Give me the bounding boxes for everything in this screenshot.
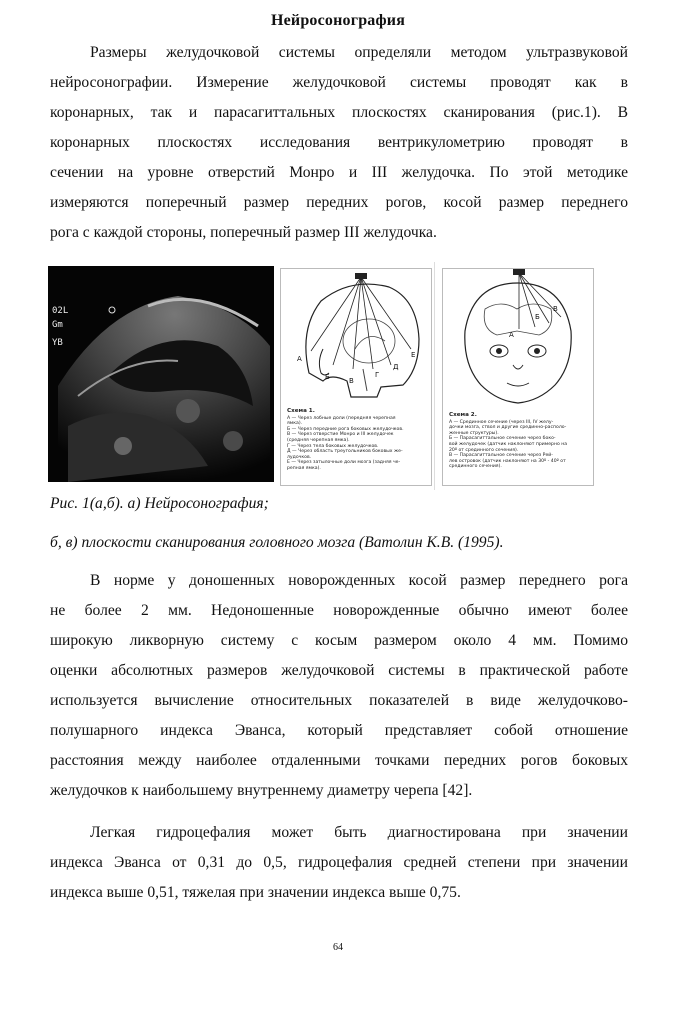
legend-title: Схема 1. bbox=[287, 408, 315, 414]
legend-row: А — Срединное сечение (через III, IV желу- bbox=[449, 419, 554, 425]
schema-letter: Б bbox=[535, 313, 540, 321]
text-line: Легкая гидроцефалия может быть диагностирована при значении bbox=[90, 824, 628, 841]
legend-row: дочки мозга, ствол и другие срединно-располо- bbox=[449, 425, 567, 431]
text-line: индекса выше 0,51, тяжелая при значении индекса выше 0,75. bbox=[50, 884, 461, 901]
legend-row: репная ямка). bbox=[287, 465, 321, 471]
legend-row: Г — Через тела боковых желудочков. bbox=[287, 443, 379, 449]
text-line: нейросонографии. Измерение желудочковой системы проводят как в bbox=[50, 74, 628, 91]
schema-1-panel bbox=[280, 268, 432, 486]
text-line: широкую ликворную систему с косым размером около 4 мм. Помимо bbox=[50, 632, 628, 649]
ultrasound-label: Gm bbox=[52, 320, 63, 330]
legend-row: срединного сечения). bbox=[449, 464, 502, 470]
text-line: расстояния между наиболее отдаленными точками передних рогов боковых bbox=[50, 752, 628, 769]
legend-row: лудочков. bbox=[287, 454, 312, 460]
schema-2-panel bbox=[442, 268, 594, 486]
legend-row: В — Через отверстие Монро и III желудочек bbox=[287, 432, 394, 438]
schema-1-head-diagram bbox=[281, 269, 431, 403]
text-line: используется вычисление относительных показателей в виде желудочково- bbox=[50, 692, 628, 709]
legend-title: Схема 2. bbox=[449, 412, 477, 418]
text-line: индекса Эванса от 0,31 до 0,5, гидроцефалия средней степени при значении bbox=[50, 854, 628, 871]
text-line: не более 2 мм. Недоношенные новорожденные обычно имеют более bbox=[50, 602, 628, 619]
text-line: измеряются поперечный размер передних рогов, косой размер переднего bbox=[50, 194, 628, 211]
ultrasound-image bbox=[48, 266, 274, 482]
schema-letter: В bbox=[349, 377, 354, 385]
schema-2-face-diagram bbox=[443, 269, 593, 409]
legend-row: (средняя черепная ямка). bbox=[287, 437, 350, 443]
legend-row: ямка). bbox=[287, 421, 303, 427]
ultrasound-label: 02L bbox=[52, 306, 69, 316]
text-line: оценки абсолютных размеров желудочковой системы в практической работе bbox=[50, 662, 628, 679]
paragraph-norms bbox=[50, 566, 628, 806]
schema-letter: В bbox=[553, 305, 558, 313]
legend-row: Е — Через затылочные доли мозга (задняя че- bbox=[287, 460, 401, 466]
legend-row: Д — Через область треугольников боковых же- bbox=[287, 449, 403, 455]
schema-letter: Б bbox=[325, 373, 330, 381]
text-line: коронарных плоскостях исследования вентрикулометрию проводят в bbox=[50, 134, 628, 151]
paragraph-intro bbox=[50, 38, 628, 248]
text-line: полушарного индекса Эванса, который представляет собой отношение bbox=[50, 722, 628, 739]
legend-row: В — Парасагиттальное сечение через Рей- bbox=[449, 453, 553, 459]
figure-caption-line-1: Рис. 1(а,б). а) Нейросонография; bbox=[50, 495, 269, 512]
figure-caption-line-2: б, в) плоскости сканирования головного мозга (Ватолин К.В. (1995). bbox=[50, 534, 504, 551]
schema-1-legend bbox=[287, 409, 427, 472]
text-line: желудочков к наибольшему внутреннему диаметру черепа [42]. bbox=[50, 782, 473, 799]
figure-1 bbox=[48, 262, 628, 490]
schema-letter: Е bbox=[411, 351, 416, 359]
legend-row: женные структуры). bbox=[449, 430, 499, 436]
paragraph-hydrocephalus bbox=[50, 818, 628, 908]
text-line: В норме у доношенных новорожденных косой размер переднего рога bbox=[90, 572, 628, 589]
schema-letter: Г bbox=[375, 371, 380, 379]
legend-row: Б — Парасагиттальное сечение через боко- bbox=[449, 436, 556, 442]
text-line: коронарных, так и парасагиттальных плоскостях сканирования (рис.1). В bbox=[50, 104, 628, 121]
schema-2-legend bbox=[449, 413, 589, 470]
schema-letter: А bbox=[509, 331, 514, 339]
ultrasound-scan-graphic bbox=[48, 266, 274, 482]
legend-row: вой желудочек (датчик наклоняют примерно на bbox=[449, 441, 568, 447]
schema-letter: Д bbox=[393, 363, 399, 371]
schema-letter: А bbox=[297, 355, 302, 363]
legend-row: А — Через лобные доли (передняя черепная bbox=[287, 415, 396, 421]
section-title: Нейросонография bbox=[270, 12, 406, 29]
ultrasound-label: YB bbox=[52, 338, 63, 348]
page-number: 64 bbox=[333, 942, 343, 953]
legend-row: Б — Через передние рога боковых желудочков. bbox=[287, 426, 404, 432]
figure-divider bbox=[434, 262, 435, 490]
legend-row: 20º от срединного сечения). bbox=[449, 447, 519, 453]
text-line: Размеры желудочковой системы определяли методом ультразвуковой bbox=[90, 44, 628, 61]
text-line: сечении на уровне отверстий Монро и III желудочка. По этой методике bbox=[50, 164, 628, 181]
text-line: рога с каждой стороны, поперечный размер III желудочка. bbox=[50, 224, 437, 241]
legend-row: лев островок (датчик наклоняют на 30º - 40º от bbox=[449, 458, 566, 464]
